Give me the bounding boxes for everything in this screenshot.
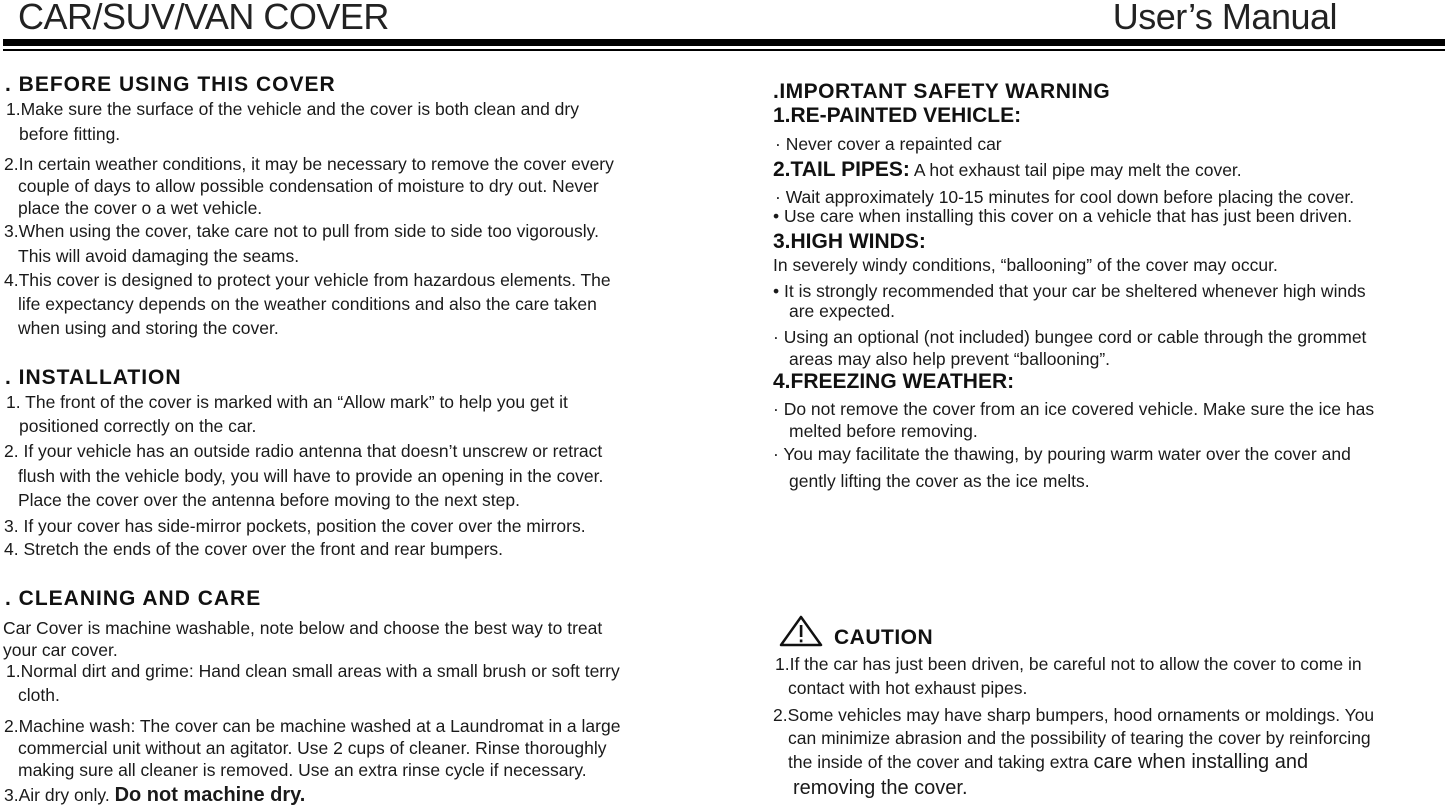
caution-line: 2.Some vehicles may have sharp bumpers, hood ornaments or moldings. You (773, 705, 1375, 725)
section-heading-safety: .IMPORTANT SAFETY WARNING (773, 80, 1111, 103)
tail-pipes-line (773, 158, 1242, 182)
before-line: before fitting. (19, 124, 121, 144)
before-line: 3.When using the cover, take care not to pull from side to side too vigorously. (4, 221, 599, 241)
section-heading-installation: . INSTALLATION (5, 366, 182, 389)
caution-heading: CAUTION (834, 626, 934, 649)
caution-line: 1.If the car has just been driven, be careful not to allow the cover to come in (775, 654, 1362, 674)
before-line: 1.Make sure the surface of the vehicle and the cover is both clean and dry (6, 99, 579, 119)
install-line: 1. The front of the cover is marked with an “Allow mark” to help you get it (6, 392, 568, 412)
safety-line: • Use care when installing this cover on a vehicle that has just been driven. (773, 206, 1353, 226)
care-line: commercial unit without an agitator. Use 2 cups of cleaner. Rinse thoroughly (18, 738, 607, 758)
care-line: 1.Normal dirt and grime: Hand clean small areas with a small brush or soft terry (6, 661, 620, 681)
caution-emphasis: care when installing and (1093, 751, 1309, 773)
before-line: life expectancy depends on the weather conditions and also the care taken (18, 294, 597, 314)
safety-subheading-high-winds: 3.HIGH WINDS: (773, 230, 926, 253)
before-line: 4.This cover is designed to protect your vehicle from hazardous elements. The (4, 270, 611, 290)
before-line: when using and storing the cover. (18, 318, 279, 338)
safety-line: melted before removing. (789, 421, 978, 441)
safety-subheading-freezing: 4.FREEZING WEATHER: (773, 370, 1015, 393)
safety-line: · Wait approximately 10-15 minutes for cool down before placing the cover. (775, 187, 1355, 207)
header-rule-thick (3, 39, 1445, 46)
safety-subheading-repainted: 1.RE-PAINTED VEHICLE: (773, 104, 1022, 127)
caution-line: contact with hot exhaust pipes. (788, 678, 1028, 698)
care-line: Car Cover is machine washable, note below and choose the best way to treat (3, 618, 603, 638)
caution-text: the inside of the cover and taking extra (788, 752, 1089, 772)
safety-subheading-tail-pipes: 2.TAIL PIPES: (773, 158, 910, 181)
tail-pipes-inline: A hot exhaust tail pipe may melt the cover. (913, 160, 1242, 180)
section-heading-cleaning: . CLEANING AND CARE (5, 587, 262, 610)
install-line: 3. If your cover has side-mirror pockets, position the cover over the mirrors. (4, 516, 586, 536)
care-line: making sure all cleaner is removed. Use an extra rinse cycle if necessary. (18, 760, 587, 780)
safety-line: gently lifting the cover as the ice melts. (789, 471, 1090, 491)
no-machine-dry-text: Do not machine dry. (114, 784, 306, 806)
section-heading-before: . BEFORE USING THIS COVER (5, 73, 336, 96)
care-line-last (4, 784, 305, 807)
safety-line: • It is strongly recommended that your car be sheltered whenever high winds (773, 281, 1366, 301)
document-title: CAR/SUV/VAN COVER (18, 0, 389, 37)
before-line: place the cover o a wet vehicle. (18, 198, 263, 218)
care-line: 2.Machine wash: The cover can be machine washed at a Laundromat in a large (4, 716, 621, 736)
safety-line: · Do not remove the cover from an ice covered vehicle. Make sure the ice has (773, 399, 1375, 419)
care-line: cloth. (18, 685, 60, 705)
caution-line: can minimize abrasion and the possibility of tearing the cover by reinforcing (788, 728, 1371, 748)
manual-label: User’s Manual (1112, 0, 1337, 37)
header-rule-thin (3, 49, 1445, 51)
safety-line: · You may facilitate the thawing, by pouring warm water over the cover and (773, 444, 1351, 464)
air-dry-text: 3.Air dry only. (4, 785, 110, 805)
before-line: 2.In certain weather conditions, it may be necessary to remove the cover every (4, 154, 614, 174)
caution-line-6: removing the cover. (793, 777, 968, 799)
safety-line: areas may also help prevent “ballooning”. (789, 349, 1111, 369)
install-line: Place the cover over the antenna before moving to the next step. (18, 490, 520, 510)
install-line: positioned correctly on the car. (19, 416, 257, 436)
warning-triangle-icon (779, 615, 823, 647)
safety-line: · Using an optional (not included) bungee cord or cable through the grommet (773, 327, 1367, 347)
install-line: 2. If your vehicle has an outside radio antenna that doesn’t unscrew or retract (4, 441, 603, 461)
before-line: This will avoid damaging the seams. (18, 246, 300, 266)
caution-line-5 (788, 751, 1308, 774)
safety-line: · Never cover a repainted car (775, 134, 1002, 154)
safety-line: In severely windy conditions, “ballooning” of the cover may occur. (773, 255, 1278, 275)
install-line: 4. Stretch the ends of the cover over the front and rear bumpers. (4, 539, 504, 559)
care-line: your car cover. (3, 640, 118, 660)
safety-line: are expected. (789, 301, 896, 321)
install-line: flush with the vehicle body, you will have to provide an opening in the cover. (18, 466, 604, 486)
before-line: couple of days to allow possible condensation of moisture to dry out. Never (18, 176, 599, 196)
